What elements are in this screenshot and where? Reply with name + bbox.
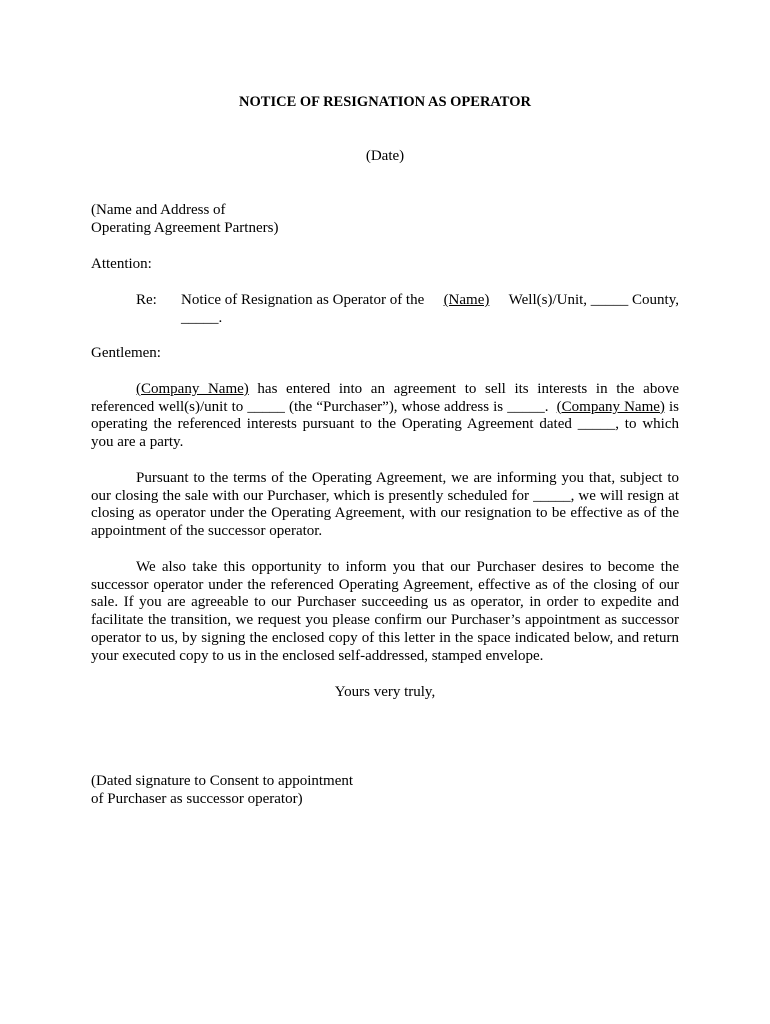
paragraph-line: operating the referenced interests pursuant to the Operating Agreement dated _____, to which (91, 416, 679, 433)
date-placeholder: (Date) (365, 148, 405, 164)
paragraph-line: successor operator under the referenced Operating Agreement, effective as of the closing of our (91, 576, 679, 593)
company-name-placeholder: (Company Name) (556, 398, 665, 415)
paragraph-line: our closing the sale with our Purchaser, which is presently scheduled for _____, we will resign at (91, 487, 679, 504)
paragraph-text: has entered into an agreement to sell its interests in the above (257, 381, 679, 397)
company-name-placeholder: (Company Name) (136, 381, 249, 397)
body-paragraph (91, 470, 679, 541)
paragraph-line (91, 399, 679, 417)
consent-line: (Dated signature to Consent to appointment (91, 773, 354, 789)
re-subject (181, 292, 679, 327)
attention-line: Attention: (91, 256, 152, 272)
body-paragraph (91, 381, 679, 452)
addressee-block (91, 202, 679, 237)
re-subject-line (181, 292, 679, 310)
paragraph-line: facilitate the transition, we request you please confirm our Purchaser’s appointment as successor (91, 612, 679, 629)
paragraph-line: appointment of the successor operator. (91, 523, 323, 540)
paragraph-line: operator to us, by signing the enclosed copy of this letter in the space indicated below, and return (91, 629, 679, 646)
re-label: Re: (136, 292, 157, 308)
paragraph-text: referenced well(s)/unit to _____ (the “Purchaser”), whose address is _____. (91, 398, 549, 415)
paragraph-line: We also take this opportunity to inform you that our Purchaser desires to become the (136, 559, 679, 575)
paragraph-line: your executed copy to us in the enclosed self-addressed, stamped envelope. (91, 647, 544, 664)
paragraph-line (91, 381, 679, 399)
well-name-placeholder: (Name) (443, 292, 490, 308)
document-title: NOTICE OF RESIGNATION AS OPERATOR (239, 94, 531, 110)
consent-line: of Purchaser as successor operator) (91, 790, 303, 807)
re-text: Well(s)/Unit, _____ County, (508, 292, 679, 308)
body-paragraph (91, 559, 679, 665)
paragraph-line: you are a party. (91, 434, 184, 451)
paragraph-line: sale. If you are agreeable to our Purchaser succeeding us as operator, in order to expedite and (91, 594, 679, 611)
paragraph-line: Pursuant to the terms of the Operating Agreement, we are informing you that, subject to (136, 470, 679, 486)
closing-salutation: Yours very truly, (334, 684, 436, 700)
consent-block (91, 773, 491, 808)
paragraph-line: closing as operator under the Operating Agreement, with our resignation to be effective as of the (91, 505, 679, 522)
paragraph-text: is (669, 398, 680, 415)
greeting: Gentlemen: (91, 345, 161, 361)
re-text: Notice of Resignation as Operator of the (181, 292, 425, 308)
re-subject-line: _____. (181, 309, 223, 326)
addressee-line: Operating Agreement Partners) (91, 219, 279, 236)
addressee-line: (Name and Address of (91, 202, 226, 218)
